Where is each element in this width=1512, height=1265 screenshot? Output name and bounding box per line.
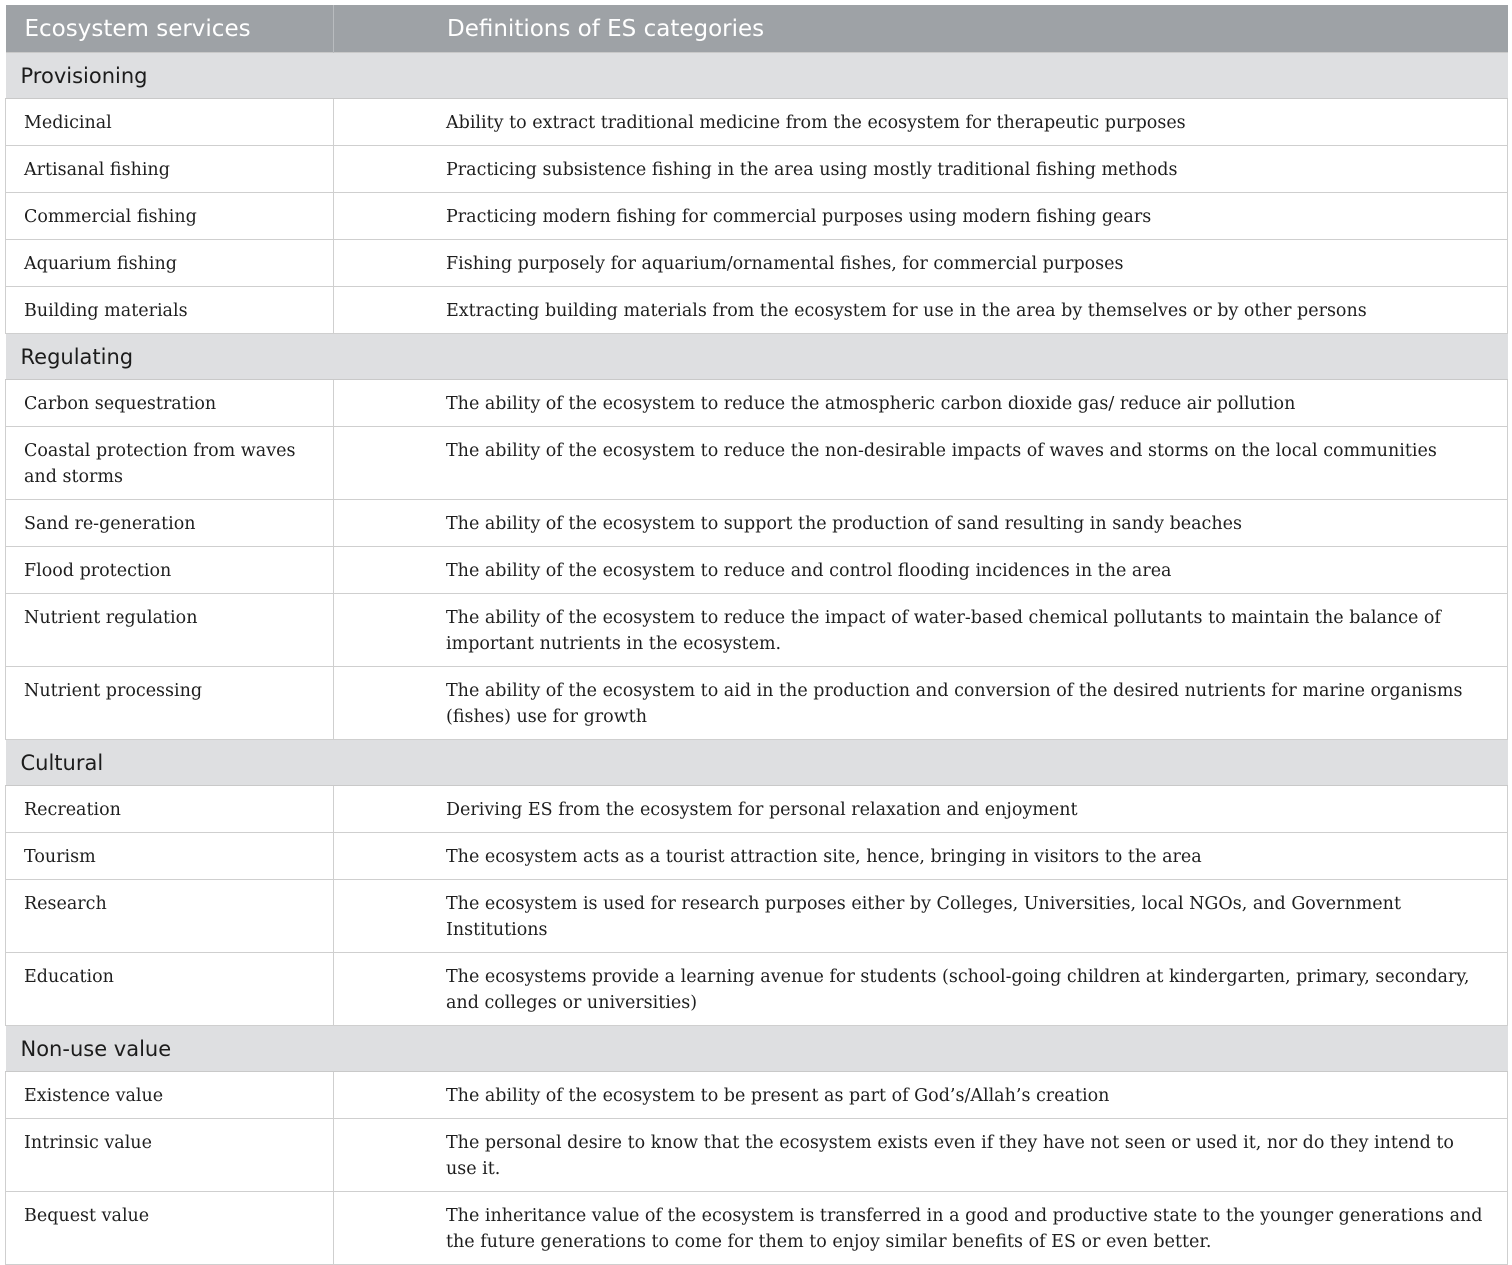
table-row [6, 193, 1508, 240]
definition-cell: The inheritance value of the ecosystem is transferred in a good and productive state to the younger generations and the future generations to come for them to enjoy similar benefits of ES or even better. [334, 1192, 1508, 1265]
ecosystem-services-table [5, 5, 1508, 1265]
definition-cell: The ability of the ecosystem to be present as part of God’s/Allah’s creation [334, 1072, 1508, 1119]
table-row [6, 786, 1508, 833]
service-cell: Research [6, 880, 334, 953]
table-row [6, 1192, 1508, 1265]
category-label: Regulating [6, 334, 1508, 380]
definition-cell: The ability of the ecosystem to reduce the non-desirable impacts of waves and storms on the local communities [334, 427, 1508, 500]
service-cell: Nutrient regulation [6, 594, 334, 667]
service-cell: Commercial fishing [6, 193, 334, 240]
table-row [6, 380, 1508, 427]
table-row [6, 880, 1508, 953]
table-row [6, 953, 1508, 1026]
definition-cell: Extracting building materials from the ecosystem for use in the area by themselves or by other persons [334, 287, 1508, 334]
category-row-provisioning [6, 53, 1508, 99]
table-row [6, 1119, 1508, 1192]
definition-cell: Practicing subsistence fishing in the area using mostly traditional fishing methods [334, 146, 1508, 193]
service-cell: Coastal protection from waves and storms [6, 427, 334, 500]
definition-cell: The ability of the ecosystem to aid in the production and conversion of the desired nutrients for marine organisms (fishes) use for growth [334, 667, 1508, 740]
definition-cell: The ability of the ecosystem to reduce and control flooding incidences in the area [334, 547, 1508, 594]
table-row [6, 240, 1508, 287]
definition-cell: Fishing purposely for aquarium/ornamental fishes, for commercial purposes [334, 240, 1508, 287]
header-ecosystem-services: Ecosystem services [6, 5, 334, 53]
table-row [6, 427, 1508, 500]
definition-cell: The ability of the ecosystem to reduce the impact of water-based chemical pollutants to maintain the balance of important nutrients in the ecosystem. [334, 594, 1508, 667]
table-row [6, 287, 1508, 334]
definition-cell: Practicing modern fishing for commercial purposes using modern fishing gears [334, 193, 1508, 240]
category-row-cultural [6, 740, 1508, 786]
table-row [6, 500, 1508, 547]
category-label: Non-use value [6, 1026, 1508, 1072]
category-label: Cultural [6, 740, 1508, 786]
category-row-non-use-value [6, 1026, 1508, 1072]
service-cell: Intrinsic value [6, 1119, 334, 1192]
table-body [6, 53, 1508, 1265]
definition-cell: The ecosystem acts as a tourist attraction site, hence, bringing in visitors to the area [334, 833, 1508, 880]
table-row [6, 594, 1508, 667]
header-row [6, 5, 1508, 53]
table-row [6, 1072, 1508, 1119]
service-cell: Bequest value [6, 1192, 334, 1265]
service-cell: Sand re-generation [6, 500, 334, 547]
service-cell: Nutrient processing [6, 667, 334, 740]
table-row [6, 146, 1508, 193]
service-cell: Flood protection [6, 547, 334, 594]
table-row [6, 99, 1508, 146]
definition-cell: Deriving ES from the ecosystem for personal relaxation and enjoyment [334, 786, 1508, 833]
service-cell: Existence value [6, 1072, 334, 1119]
definition-cell: The ecosystems provide a learning avenue for students (school-going children at kindergarten, primary, secondary, and colleges or universities) [334, 953, 1508, 1026]
definition-cell: The personal desire to know that the ecosystem exists even if they have not seen or used it, nor do they intend to use it. [334, 1119, 1508, 1192]
service-cell: Artisanal fishing [6, 146, 334, 193]
definition-cell: The ability of the ecosystem to reduce the atmospheric carbon dioxide gas/ reduce air pollution [334, 380, 1508, 427]
service-cell: Building materials [6, 287, 334, 334]
header-definitions: Definitions of ES categories [334, 5, 1508, 53]
service-cell: Tourism [6, 833, 334, 880]
service-cell: Aquarium fishing [6, 240, 334, 287]
table-row [6, 667, 1508, 740]
table-row [6, 547, 1508, 594]
service-cell: Education [6, 953, 334, 1026]
category-label: Provisioning [6, 53, 1508, 99]
definition-cell: The ability of the ecosystem to support the production of sand resulting in sandy beaches [334, 500, 1508, 547]
service-cell: Recreation [6, 786, 334, 833]
service-cell: Medicinal [6, 99, 334, 146]
table-row [6, 833, 1508, 880]
category-row-regulating [6, 334, 1508, 380]
definition-cell: Ability to extract traditional medicine from the ecosystem for therapeutic purposes [334, 99, 1508, 146]
definition-cell: The ecosystem is used for research purposes either by Colleges, Universities, local NGOs, and Government Institutions [334, 880, 1508, 953]
service-cell: Carbon sequestration [6, 380, 334, 427]
